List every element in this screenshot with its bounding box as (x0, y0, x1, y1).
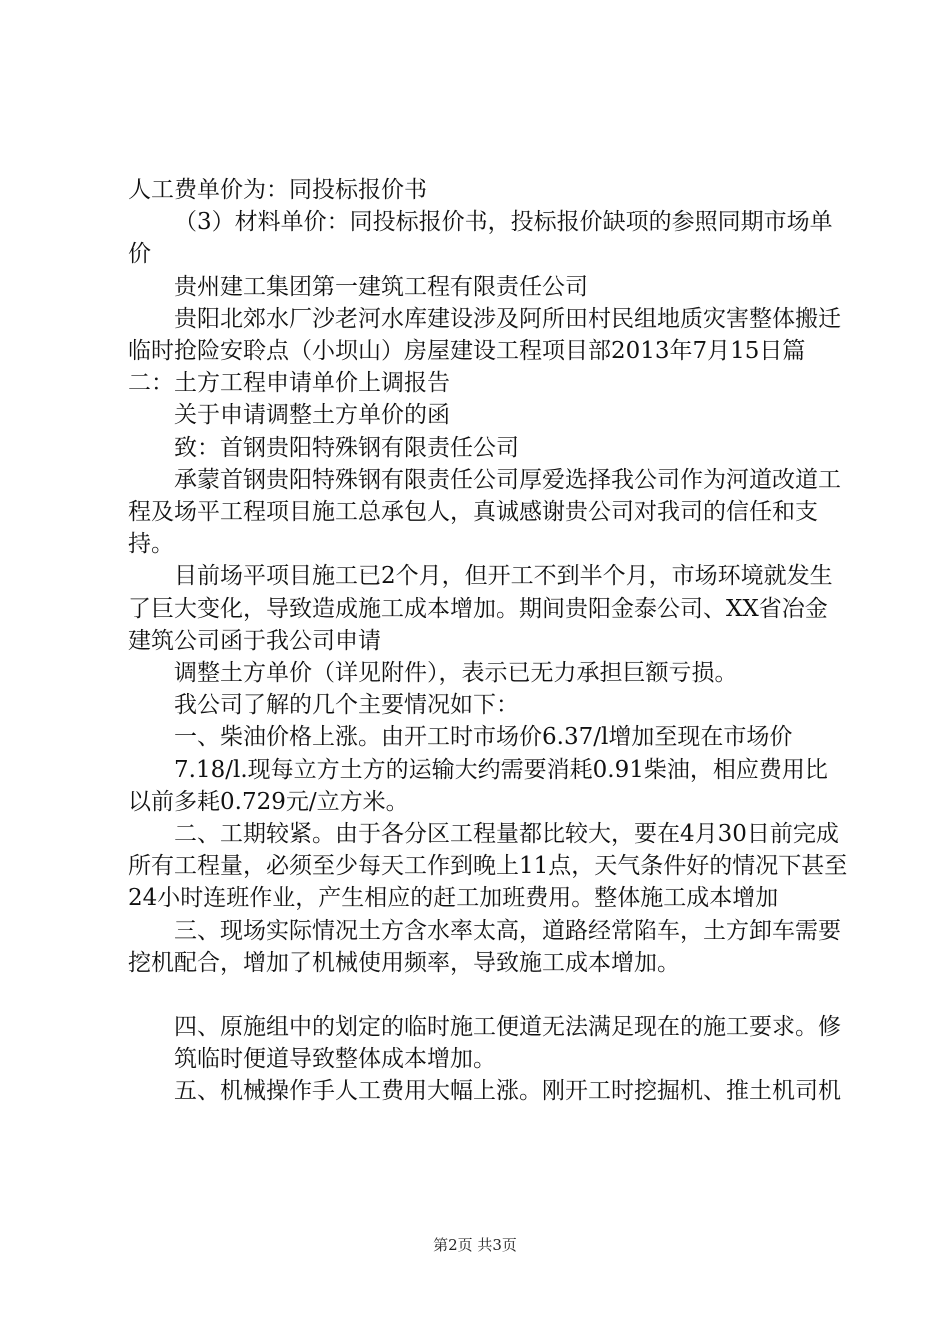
paragraph-material-price: （3）材料单价：同投标报价书，投标报价缺项的参照同期市场单价 (128, 209, 833, 268)
paragraph-site-conditions: 三、现场实际情况土方含水率太高，道路经常陷车，土方卸车需要挖机配合，增加了机械使用频率，导致施工成本增加。 (128, 917, 841, 976)
paragraph-road-cost: 筑临时便道导致整体成本增加。 (174, 1046, 496, 1073)
paragraph-temporary-road: 四、原施组中的划定的临时施工便道无法满足现在的施工要求。修 (174, 1014, 841, 1041)
document-body (128, 174, 848, 1108)
paragraph-main-situations: 我公司了解的几个主要情况如下： (174, 692, 519, 719)
paragraph-project-department: 贵阳北郊水厂沙老河水库建设涉及阿所田村民组地质灾害整体搬迁临时抢险安聆点（小坝山）房屋建设工程项目部2013年7月15日篇二：土方工程申请单价上调报告 (128, 305, 841, 397)
paragraph-labor-price: 人工费单价为：同投标报价书 (128, 177, 427, 203)
paragraph-recipient: 致：首钢贵阳特殊钢有限责任公司 (174, 434, 519, 461)
paragraph-diesel-price: 一、柴油价格上涨。由开工时市场价6.37/l增加至现在市场价 (174, 724, 793, 751)
paragraph-letter-title: 关于申请调整土方单价的函 (174, 402, 450, 429)
paragraph-tight-schedule: 二、工期较紧。由于各分区工程量都比较大，要在4月30日前完成所有工程量，必须至少每天工作到晚上11点，天气条件好的情况下甚至24小时连班作业，产生相应的赶工加班费用。整体施工成本增加 (128, 821, 848, 912)
paragraph-operator-wages: 五、机械操作手人工费用大幅上涨。刚开工时挖掘机、推土机司机 (174, 1078, 841, 1105)
paragraph-market-change: 目前场平项目施工已2个月，但开工不到半个月，市场环境就发生了巨大变化，导致造成施工成本增加。期间贵阳金泰公司、XX省冶金建筑公司函于我公司申请 (128, 563, 833, 654)
paragraph-company-name: 贵州建工集团第一建筑工程有限责任公司 (174, 273, 588, 300)
paragraph-diesel-cost: 7.18/l.现每立方土方的运输大约需要消耗0.91柴油，相应费用比以前多耗0.729元/立方米。 (128, 756, 828, 815)
paragraph-gap (128, 979, 848, 1011)
paragraph-adjust-price: 调整土方单价（详见附件），表示已无力承担巨额亏损。 (174, 660, 738, 687)
page-footer (0, 1234, 950, 1255)
paragraph-thanks: 承蒙首钢贵阳特殊钢有限责任公司厚爱选择我公司作为河道改道工程及场平工程项目施工总承包人，真诚感谢贵公司对我司的信任和支持。 (128, 466, 841, 558)
page-indicator: 第2页 共3页 (433, 1236, 517, 1254)
